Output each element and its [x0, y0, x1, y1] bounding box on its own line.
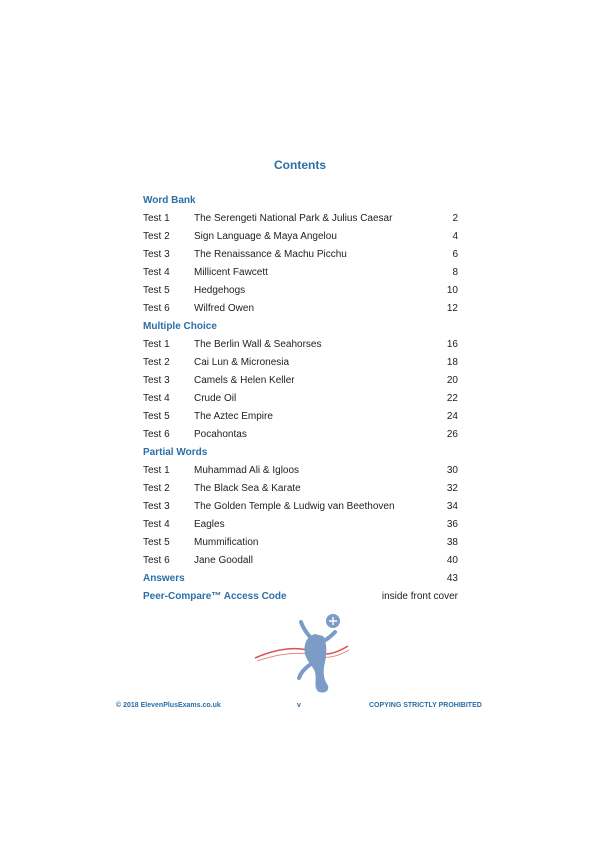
- toc-topic: Pocahontas: [194, 429, 247, 440]
- toc-row[interactable]: [143, 498, 458, 516]
- toc-page-number: 38: [446, 537, 458, 548]
- toc-test-label: Test 6: [143, 429, 170, 440]
- toc-test-label: Test 6: [143, 303, 170, 314]
- footer-copyright: © 2018 ElevenPlusExams.co.uk: [116, 702, 221, 709]
- toc-test-label: Test 1: [143, 465, 170, 476]
- toc-topic: Hedgehogs: [194, 285, 246, 296]
- toc-topic: The Aztec Empire: [194, 411, 273, 422]
- toc-test-label: Test 5: [143, 411, 170, 422]
- toc-row[interactable]: [143, 282, 458, 300]
- toc-row[interactable]: [143, 354, 458, 372]
- toc-row[interactable]: [143, 228, 458, 246]
- toc-page-number: 26: [446, 429, 458, 440]
- toc-test-label: Test 4: [143, 519, 170, 530]
- toc-row[interactable]: [143, 480, 458, 498]
- toc-page-number: 16: [446, 339, 458, 350]
- page-title: Contents: [274, 158, 326, 172]
- toc-topic: The Serengeti National Park & Julius Caesar: [194, 213, 393, 224]
- toc-topic: Mummification: [194, 537, 259, 548]
- toc-row[interactable]: [143, 210, 458, 228]
- toc-row[interactable]: [143, 372, 458, 390]
- toc-topic: Jane Goodall: [194, 555, 253, 566]
- toc-topic: Crude Oil: [194, 393, 237, 404]
- answers-label: Answers: [143, 573, 185, 584]
- toc-row[interactable]: [143, 426, 458, 444]
- access-code-label: Peer-Compare™ Access Code: [143, 591, 287, 602]
- answers-page-number: 43: [446, 573, 458, 584]
- toc-topic: Millicent Fawcett: [194, 267, 268, 278]
- section-heading-partial-words[interactable]: Partial Words: [143, 447, 208, 458]
- toc-row[interactable]: [143, 552, 458, 570]
- access-code-location: inside front cover: [381, 591, 458, 602]
- toc-topic: The Berlin Wall & Seahorses: [194, 339, 322, 350]
- toc-page-number: 8: [452, 267, 458, 278]
- toc-row[interactable]: [143, 246, 458, 264]
- toc-page-number: 4: [452, 231, 458, 242]
- toc-row[interactable]: [143, 516, 458, 534]
- toc-page-number: 20: [446, 375, 458, 386]
- toc-test-label: Test 2: [143, 483, 170, 494]
- toc-page-number: 2: [452, 213, 458, 224]
- toc-page-number: 24: [446, 411, 458, 422]
- toc-row[interactable]: [143, 300, 458, 318]
- toc-row[interactable]: [143, 462, 458, 480]
- toc-page-number: 10: [446, 285, 458, 296]
- toc-page-number: 36: [446, 519, 458, 530]
- toc-test-label: Test 5: [143, 537, 170, 548]
- footer-notice: COPYING STRICTLY PROHIBITED: [369, 702, 482, 709]
- toc-test-label: Test 2: [143, 357, 170, 368]
- toc-test-label: Test 5: [143, 285, 170, 296]
- toc-topic: Muhammad Ali & Igloos: [194, 465, 300, 476]
- toc-row[interactable]: [143, 264, 458, 282]
- toc-topic: The Renaissance & Machu Picchu: [194, 249, 347, 260]
- toc-test-label: Test 1: [143, 339, 170, 350]
- toc-topic: Camels & Helen Keller: [194, 375, 295, 386]
- toc-page-number: 32: [446, 483, 458, 494]
- toc-test-label: Test 3: [143, 501, 170, 512]
- runner-crossing-finish-line-icon: [253, 606, 353, 696]
- toc-test-label: Test 4: [143, 393, 170, 404]
- toc-test-label: Test 2: [143, 231, 170, 242]
- toc-topic: The Black Sea & Karate: [194, 483, 301, 494]
- toc-answers-entry[interactable]: [143, 570, 458, 588]
- toc-page-number: 34: [446, 501, 458, 512]
- toc-page-number: 6: [452, 249, 458, 260]
- toc-row[interactable]: [143, 408, 458, 426]
- toc-test-label: Test 1: [143, 213, 170, 224]
- toc-test-label: Test 3: [143, 375, 170, 386]
- toc-topic: Sign Language & Maya Angelou: [194, 231, 337, 242]
- section-heading-word-bank[interactable]: Word Bank: [143, 195, 196, 206]
- toc-row[interactable]: [143, 390, 458, 408]
- toc-topic: Eagles: [194, 519, 225, 530]
- toc-page-number: 40: [446, 555, 458, 566]
- toc-test-label: Test 4: [143, 267, 170, 278]
- toc-access-code-entry[interactable]: [143, 588, 458, 606]
- toc-topic: Wilfred Owen: [194, 303, 255, 314]
- toc-topic: Cai Lun & Micronesia: [194, 357, 290, 368]
- toc-test-label: Test 3: [143, 249, 170, 260]
- toc-page-number: 22: [446, 393, 458, 404]
- section-heading-multiple-choice[interactable]: Multiple Choice: [143, 321, 217, 332]
- toc-page-number: 30: [446, 465, 458, 476]
- footer-page-number: v: [297, 702, 301, 709]
- toc-row[interactable]: [143, 336, 458, 354]
- toc-row[interactable]: [143, 534, 458, 552]
- table-of-contents: [143, 192, 458, 606]
- toc-topic: The Golden Temple & Ludwig van Beethoven: [194, 501, 395, 512]
- toc-test-label: Test 6: [143, 555, 170, 566]
- toc-page-number: 12: [446, 303, 458, 314]
- toc-page-number: 18: [446, 357, 458, 368]
